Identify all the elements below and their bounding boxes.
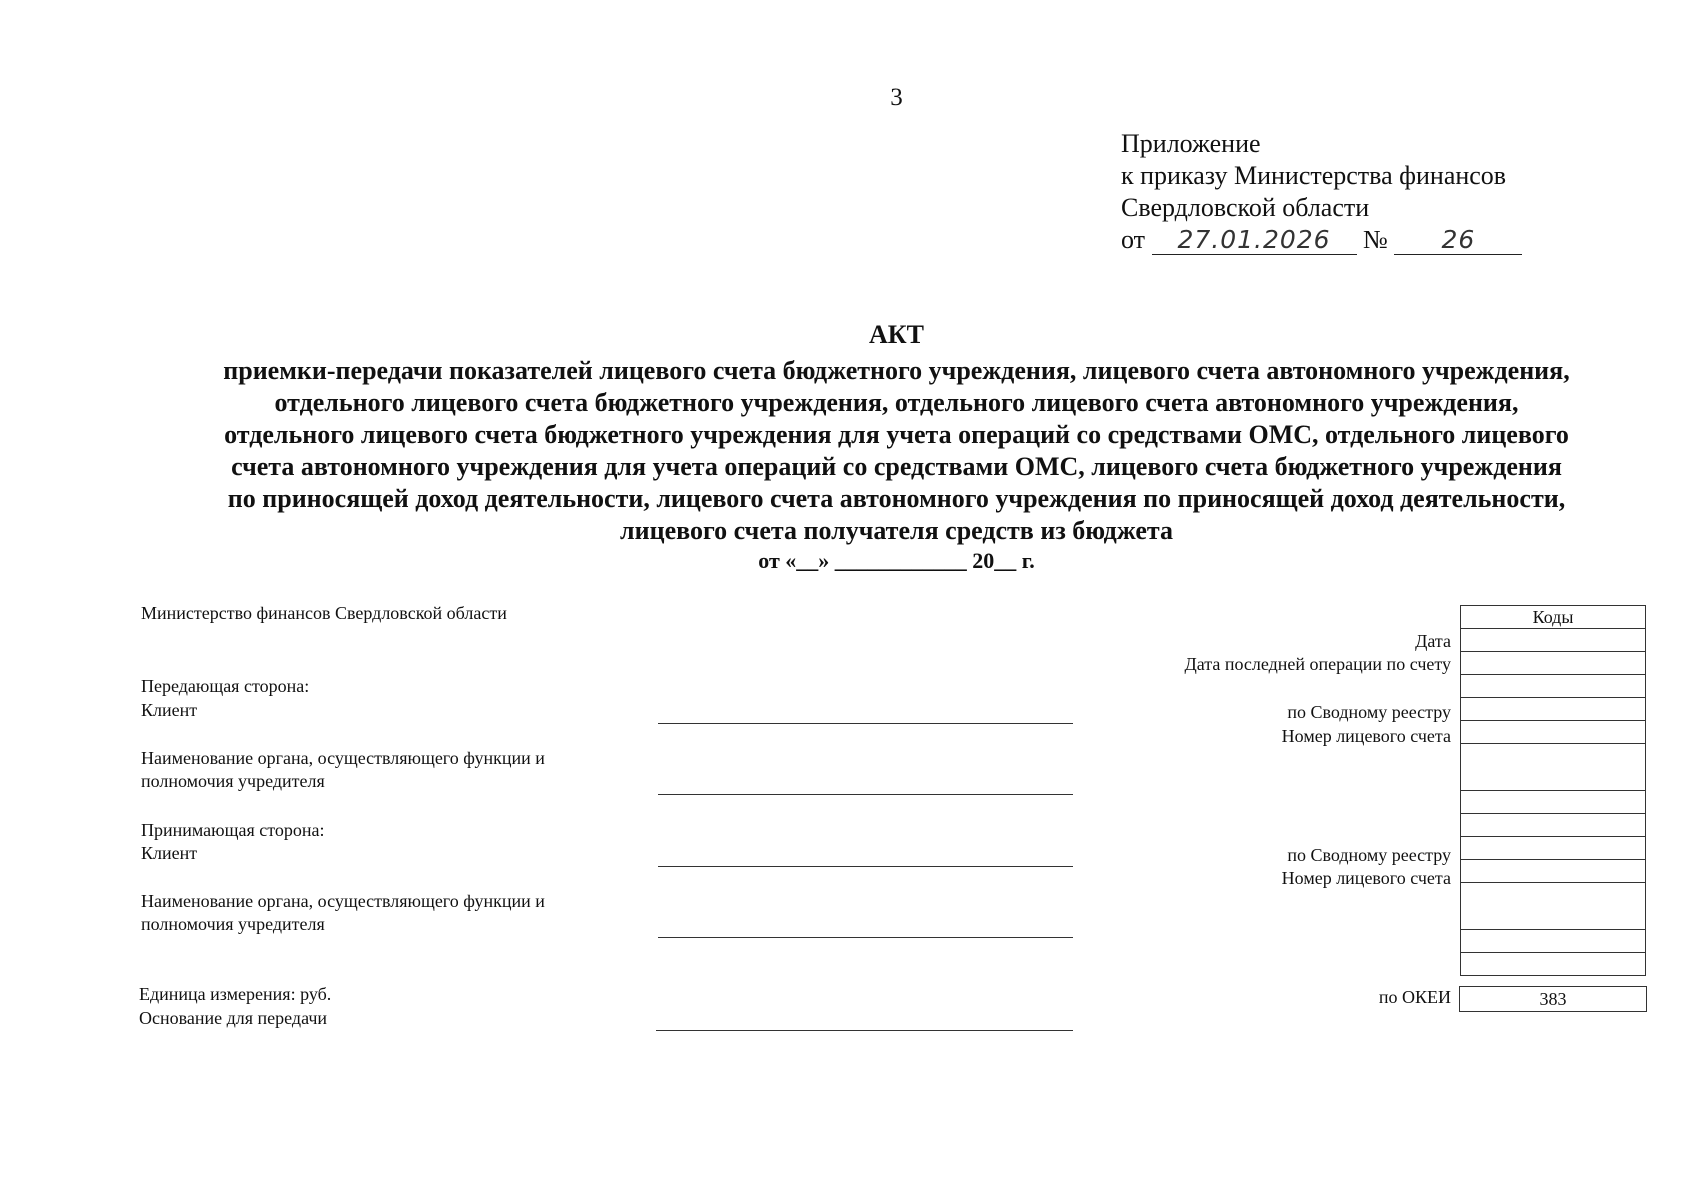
founder-label-2a: Наименование органа, осуществляющего функции и <box>141 891 545 911</box>
consolidated-registry-label-2: по Сводному реестру <box>1287 845 1451 865</box>
account-number-label-2: Номер лицевого счета <box>1281 868 1451 888</box>
code-cell <box>1461 791 1646 814</box>
account-number-code-cell-2 <box>1461 860 1646 883</box>
unit-label: Единица измерения: руб. <box>139 984 332 1004</box>
founder-label-2b: полномочия учредителя <box>141 914 325 934</box>
act-title: АКТ <box>869 320 924 349</box>
order-number-handwritten: 26 <box>1394 226 1522 255</box>
page-number: 3 <box>890 84 903 111</box>
founder-1-underline <box>658 794 1073 795</box>
appendix-title: Приложение <box>1121 129 1261 158</box>
founder-label-1a: Наименование органа, осуществляющего функции и <box>141 748 545 768</box>
okei-label: по ОКЕИ <box>1378 987 1451 1007</box>
code-cell <box>1461 675 1646 698</box>
basis-label: Основание для передачи <box>139 1008 328 1028</box>
act-subtitle-line: по приносящей доход деятельности, лицевого счета автономного учреждения по приносящей доход деятельности, <box>227 484 1566 513</box>
appendix-block <box>1121 128 1522 256</box>
client-label-2: Клиент <box>141 843 198 863</box>
client-label-1: Клиент <box>141 700 198 720</box>
basis-underline <box>656 1030 1073 1031</box>
code-cell <box>1461 930 1646 953</box>
ministry-label: Министерство финансов Свердловской области <box>141 603 507 623</box>
consolidated-registry-code-cell-1 <box>1461 698 1646 721</box>
appendix-date-number-line <box>1121 224 1522 256</box>
client-2-underline <box>658 866 1073 867</box>
code-cell <box>1461 744 1646 791</box>
code-cell <box>1461 814 1646 837</box>
client-1-underline <box>658 723 1073 724</box>
date-code-cell <box>1461 629 1646 652</box>
appendix-order-ref: к приказу Министерства финансов <box>1121 161 1507 190</box>
act-subtitle-line: отдельного лицевого счета бюджетного учреждения для учета операций со средствами ОМС, отдельного лицевого <box>224 420 1569 449</box>
founder-2-underline <box>658 937 1073 938</box>
code-cell <box>1461 953 1646 976</box>
code-cell <box>1461 883 1646 930</box>
act-subtitle <box>150 355 1643 547</box>
act-subtitle-line: счета автономного учреждения для учета операций со средствами ОМС, лицевого счета бюджетного учреждения <box>231 452 1562 481</box>
number-label: № <box>1363 225 1388 254</box>
codes-table <box>1460 605 1646 976</box>
transferring-party-label: Передающая сторона: <box>141 676 310 696</box>
founder-label-1b: полномочия учредителя <box>141 771 325 791</box>
act-subtitle-line: приемки-передачи показателей лицевого счета бюджетного учреждения, лицевого счета автономного учреждения, <box>223 356 1570 385</box>
date-label: Дата <box>1415 631 1451 651</box>
consolidated-registry-label-1: по Сводному реестру <box>1287 702 1451 722</box>
last-operation-date-label: Дата последней операции по счету <box>1184 654 1451 674</box>
consolidated-registry-code-cell-2 <box>1461 837 1646 860</box>
account-number-code-cell-1 <box>1461 721 1646 744</box>
act-date-line: от «__» ____________ 20__ г. <box>758 548 1035 573</box>
from-label: от <box>1121 225 1146 254</box>
account-number-label-1: Номер лицевого счета <box>1281 726 1451 746</box>
order-date-handwritten: 27.01.2026 <box>1152 226 1357 255</box>
last-operation-date-code-cell <box>1461 652 1646 675</box>
appendix-region: Свердловской области <box>1121 193 1370 222</box>
act-subtitle-line: отдельного лицевого счета бюджетного учреждения, отдельного лицевого счета автономного учреждения, <box>274 388 1519 417</box>
receiving-party-label: Принимающая сторона: <box>141 820 325 840</box>
okei-code-cell: 383 <box>1459 986 1647 1012</box>
act-subtitle-line: лицевого счета получателя средств из бюджета <box>620 516 1173 545</box>
codes-header: Коды <box>1461 606 1646 629</box>
